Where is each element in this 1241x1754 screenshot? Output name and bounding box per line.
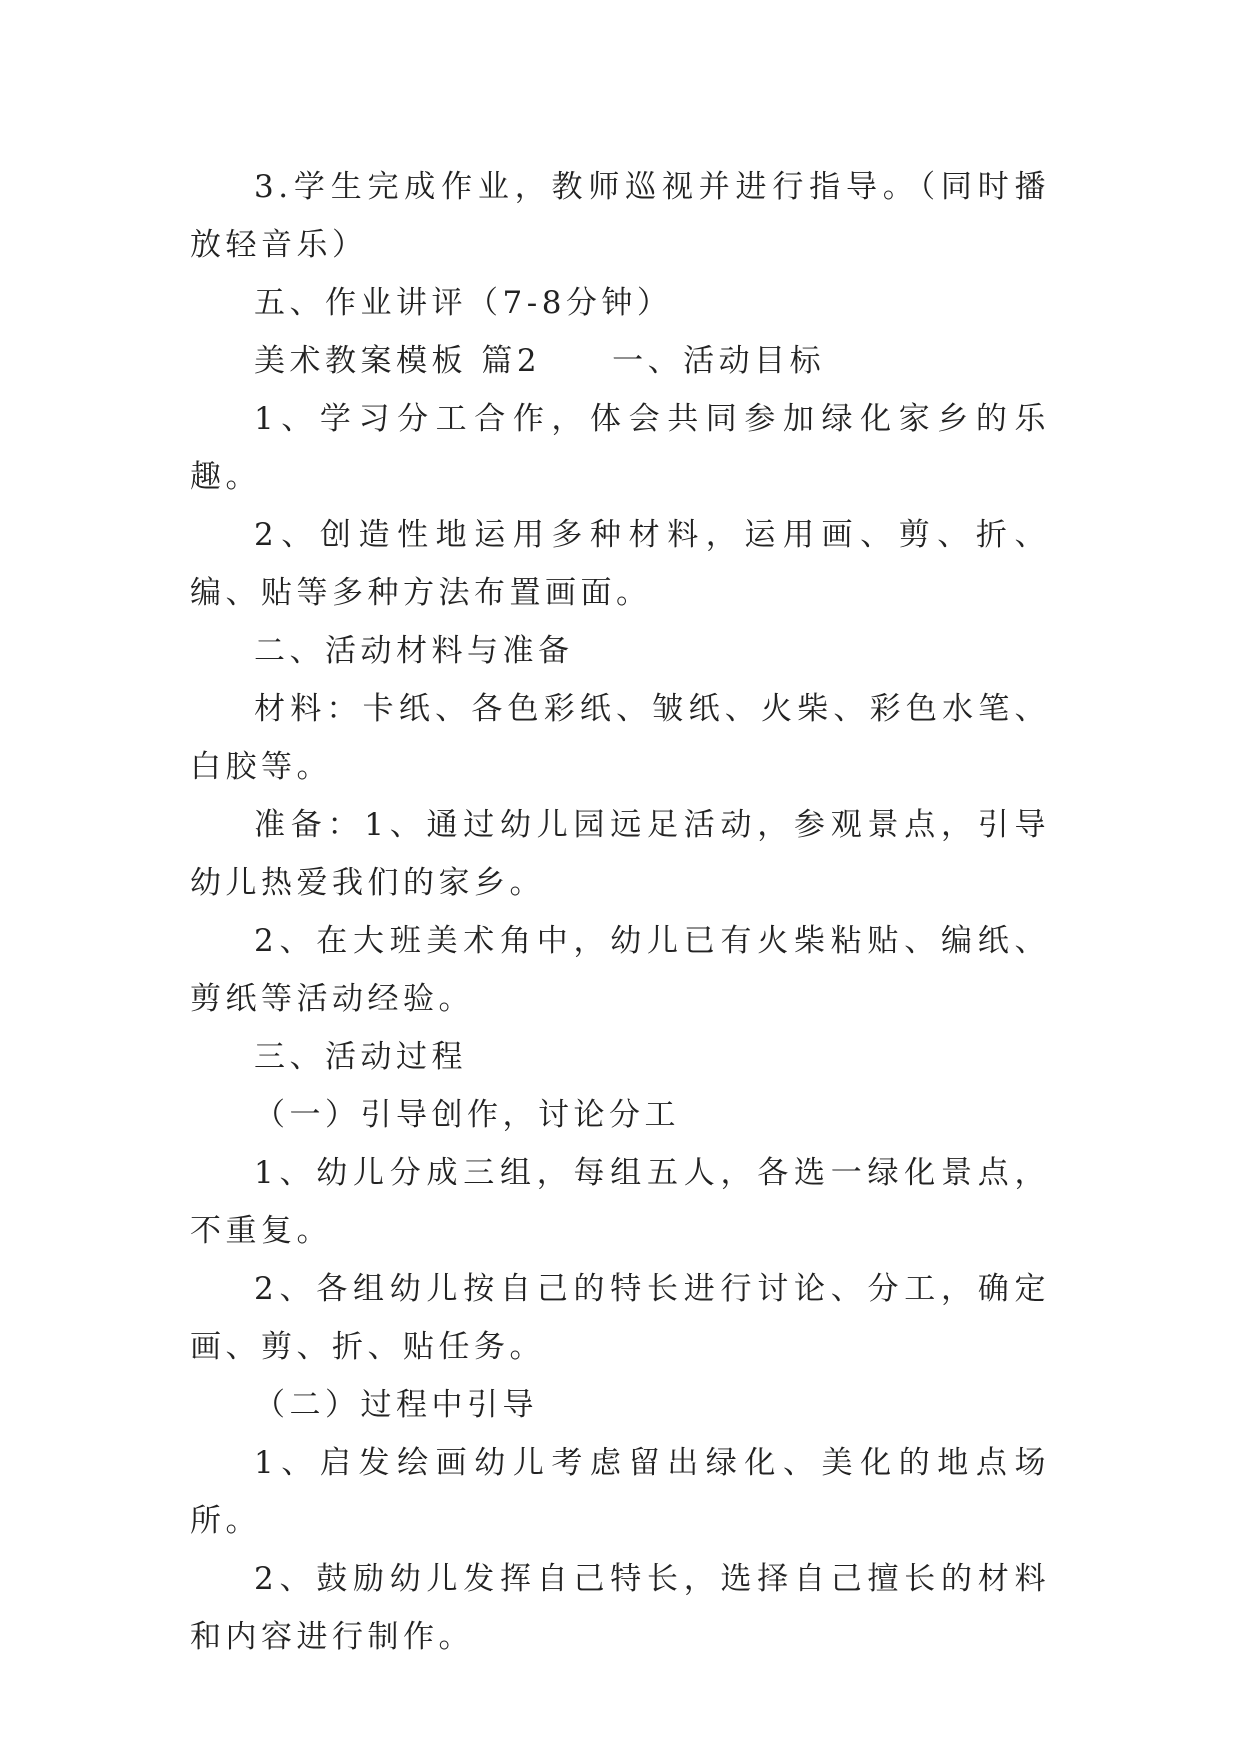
heading-template-2-goals: 美术教案模板 篇2 一、活动目标 <box>254 343 826 379</box>
paragraph-guide-2: 2、鼓励幼儿发挥自己特长，选择自己擅长的材料和内容进行制作。 <box>190 1561 1050 1655</box>
heading-process: 三、活动过程 <box>254 1039 467 1075</box>
paragraph-goal-2: 2、创造性地运用多种材料，运用画、剪、折、编、贴等多种方法布置画面。 <box>190 517 1050 611</box>
paragraph-preparation-1: 准备：1、通过幼儿园远足活动，参观景点，引导幼儿热爱我们的家乡。 <box>190 807 1050 901</box>
subheading-guide-creation: （一）引导创作，讨论分工 <box>254 1097 680 1133</box>
paragraph-preparation-2: 2、在大班美术角中，幼儿已有火柴粘贴、编纸、剪纸等活动经验。 <box>190 923 1050 1017</box>
subheading-guide-during-process: （二）过程中引导 <box>254 1387 538 1423</box>
paragraph-process-1: 1、幼儿分成三组，每组五人，各选一绿化景点，不重复。 <box>190 1155 1050 1249</box>
paragraph-process-2: 2、各组幼儿按自己的特长进行讨论、分工，确定画、剪、折、贴任务。 <box>190 1271 1050 1365</box>
heading-homework-review: 五、作业讲评（7-8分钟） <box>254 285 673 321</box>
document-body <box>190 158 1050 1666</box>
heading-materials: 二、活动材料与准备 <box>254 633 574 669</box>
paragraph-goal-1: 1、学习分工合作，体会共同参加绿化家乡的乐趣。 <box>190 401 1050 495</box>
paragraph-guide-1: 1、启发绘画幼儿考虑留出绿化、美化的地点场所。 <box>190 1445 1050 1539</box>
paragraph-step-3: 3.学生完成作业，教师巡视并进行指导。（同时播放轻音乐） <box>190 169 1050 263</box>
paragraph-materials: 材料：卡纸、各色彩纸、皱纸、火柴、彩色水笔、白胶等。 <box>190 691 1050 785</box>
